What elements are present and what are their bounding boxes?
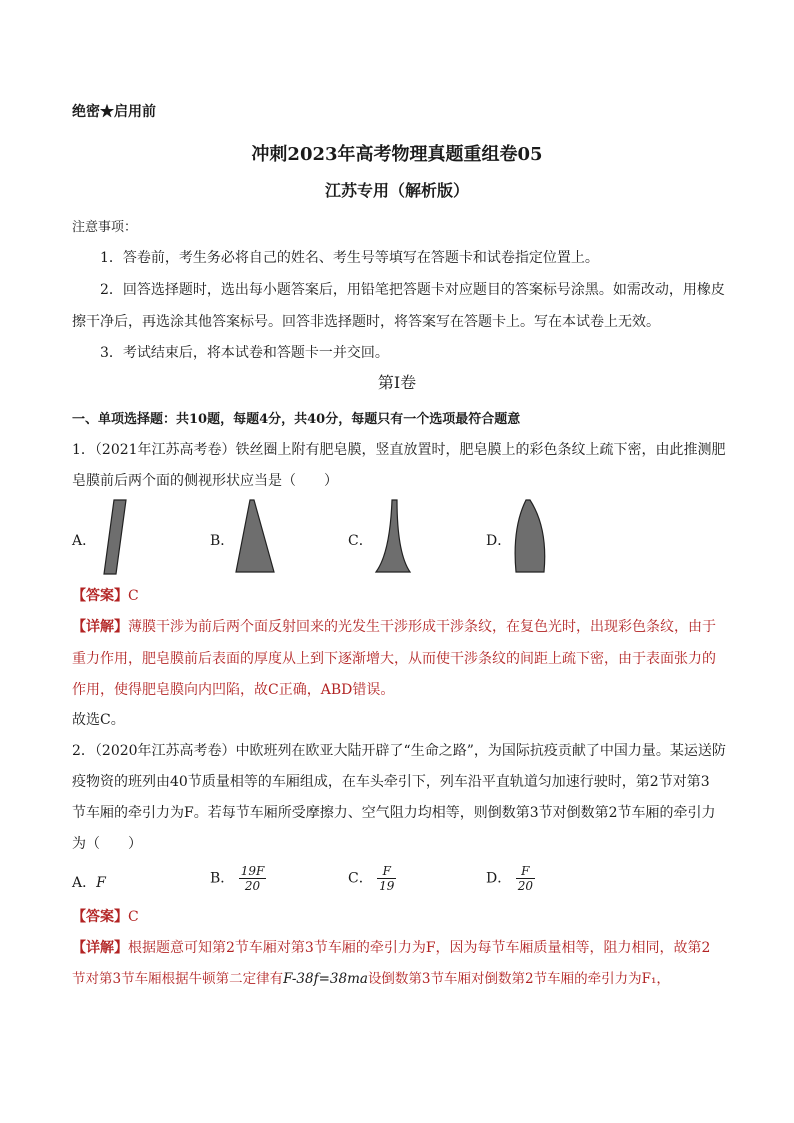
q2-detail-text-2a: 节对第3节车厢根据牛顿第二定律有 — [72, 971, 284, 987]
q1-detail-line2: 重力作用，肥皂膜前后表面的厚度从上到下逐渐增大，从而使干涉条纹的间距上疏下密，由于表面张力的 — [72, 651, 716, 667]
q2-stem-line2: 疫物资的班列由40节质量相等的车厢组成，在车头牵引下，列车沿平直轨道匀加速行驶时，第2节对第3 — [72, 774, 710, 790]
q1-detail-line3: 作用，使得肥皂膜向内凹陷，故C正确，ABD错误。 — [72, 682, 395, 698]
page-subtitle: 江苏专用（解析版） — [324, 181, 469, 200]
q2-detail-line1 — [72, 938, 710, 958]
notice-item-3: 3．考试结束后，将本试卷和答题卡一并交回。 — [100, 345, 389, 361]
q2-option-a — [72, 872, 106, 892]
q2-stem-line4: 为（ ） — [72, 836, 142, 852]
q2-option-c-den: 19 — [379, 879, 395, 893]
q1-stem-line2: 皂膜前后两个面的侧视形状应当是（ ） — [72, 473, 338, 489]
q2-option-d-label: D． — [486, 870, 512, 887]
notice-heading: 注意事项： — [72, 220, 138, 235]
q1-option-a-label: A． — [72, 533, 97, 549]
q2-answer — [72, 907, 139, 927]
q2-option-b-num: 19F — [240, 864, 265, 878]
q2-option-b — [210, 864, 266, 893]
q1-answer-value: C — [128, 588, 139, 604]
q1-option-d-label: D． — [486, 533, 512, 549]
q2-option-c-num: F — [377, 864, 396, 879]
q2-option-d — [486, 864, 535, 893]
notice-item-1: 1．答卷前，考生务必将自己的姓名、考生号等填写在答题卡和试卷指定位置上。 — [100, 250, 599, 266]
page-title: 冲刺2023年高考物理真题重组卷05 — [251, 144, 543, 165]
q1-option-c-figure — [370, 498, 414, 576]
q2-option-c — [348, 864, 396, 893]
q2-option-a-label: A． — [72, 875, 97, 891]
q2-detail-tag: 【详解】 — [72, 940, 128, 956]
q2-option-c-label: C． — [348, 870, 373, 887]
part-heading: 一、单项选择题：共10题，每题4分，共40分，每题只有一个选项最符合题意 — [72, 412, 521, 427]
q2-stem-line3: 节车厢的牵引力为F。若每节车厢所受摩擦力、空气阻力均相等，则倒数第3节对倒数第2节车厢的牵引力 — [72, 805, 716, 821]
q2-option-b-den: 20 — [244, 879, 261, 893]
section-title: 第Ⅰ卷 — [377, 373, 417, 392]
q1-answer-tag: 【答案】 — [72, 588, 128, 604]
q2-formula: F-38f=38ma — [283, 971, 368, 987]
q1-option-b-label: B． — [210, 533, 235, 549]
q2-option-b-label: B． — [210, 870, 235, 887]
q2-option-c-fraction — [377, 864, 396, 893]
q1-stem-line1: 1．（2021年江苏高考卷）铁丝圈上附有肥皂膜，竖直放置时，肥皂膜上的彩色条纹上疏下密，由此推测肥 — [72, 442, 726, 458]
q2-stem-line1: 2．（2020年江苏高考卷）中欧班列在欧亚大陆开辟了“生命之路”，为国际抗疫贡献了中国力量。某运送防 — [72, 743, 726, 759]
q2-option-d-den: 20 — [517, 879, 533, 893]
q1-detail-text-1: 薄膜干涉为前后两个面反射回来的光发生干涉形成干涉条纹，在复色光时，出现彩色条纹，由于 — [128, 619, 716, 635]
q2-answer-tag: 【答案】 — [72, 909, 128, 925]
q2-option-a-value: F — [96, 875, 106, 891]
q2-option-d-num: F — [516, 864, 535, 879]
q1-detail-line1 — [72, 617, 716, 637]
q1-option-b-figure — [232, 498, 282, 576]
q1-option-d-figure — [508, 498, 552, 576]
q2-answer-value: C — [128, 909, 139, 925]
q2-option-b-fraction — [239, 864, 267, 893]
secret-label: 绝密★启用前 — [72, 104, 156, 120]
notice-item-2-cont: 擦干净后，再选涂其他答案标号。回答非选择题时，将答案写在答题卡上。写在本试卷上无效。 — [72, 314, 660, 330]
q2-detail-text-2b: 设倒数第3节车厢对倒数第2节车厢的牵引力为F₁， — [367, 971, 670, 987]
q1-option-c-label: C． — [348, 533, 373, 549]
q2-detail-line2 — [72, 969, 670, 989]
q1-answer — [72, 586, 139, 606]
q1-conclusion: 故选C。 — [72, 712, 125, 728]
q1-detail-tag: 【详解】 — [72, 619, 128, 635]
notice-item-2: 2．回答选择题时，选出每小题答案后，用铅笔把答题卡对应题目的答案标号涂黑。如需改动，用橡皮 — [100, 282, 725, 298]
q2-option-d-fraction — [516, 864, 535, 893]
q2-detail-text-1: 根据题意可知第2节车厢对第3节车厢的牵引力为F，因为每节车厢质量相等，阻力相同，故第2 — [128, 940, 711, 956]
q1-option-a-figure — [96, 498, 136, 576]
